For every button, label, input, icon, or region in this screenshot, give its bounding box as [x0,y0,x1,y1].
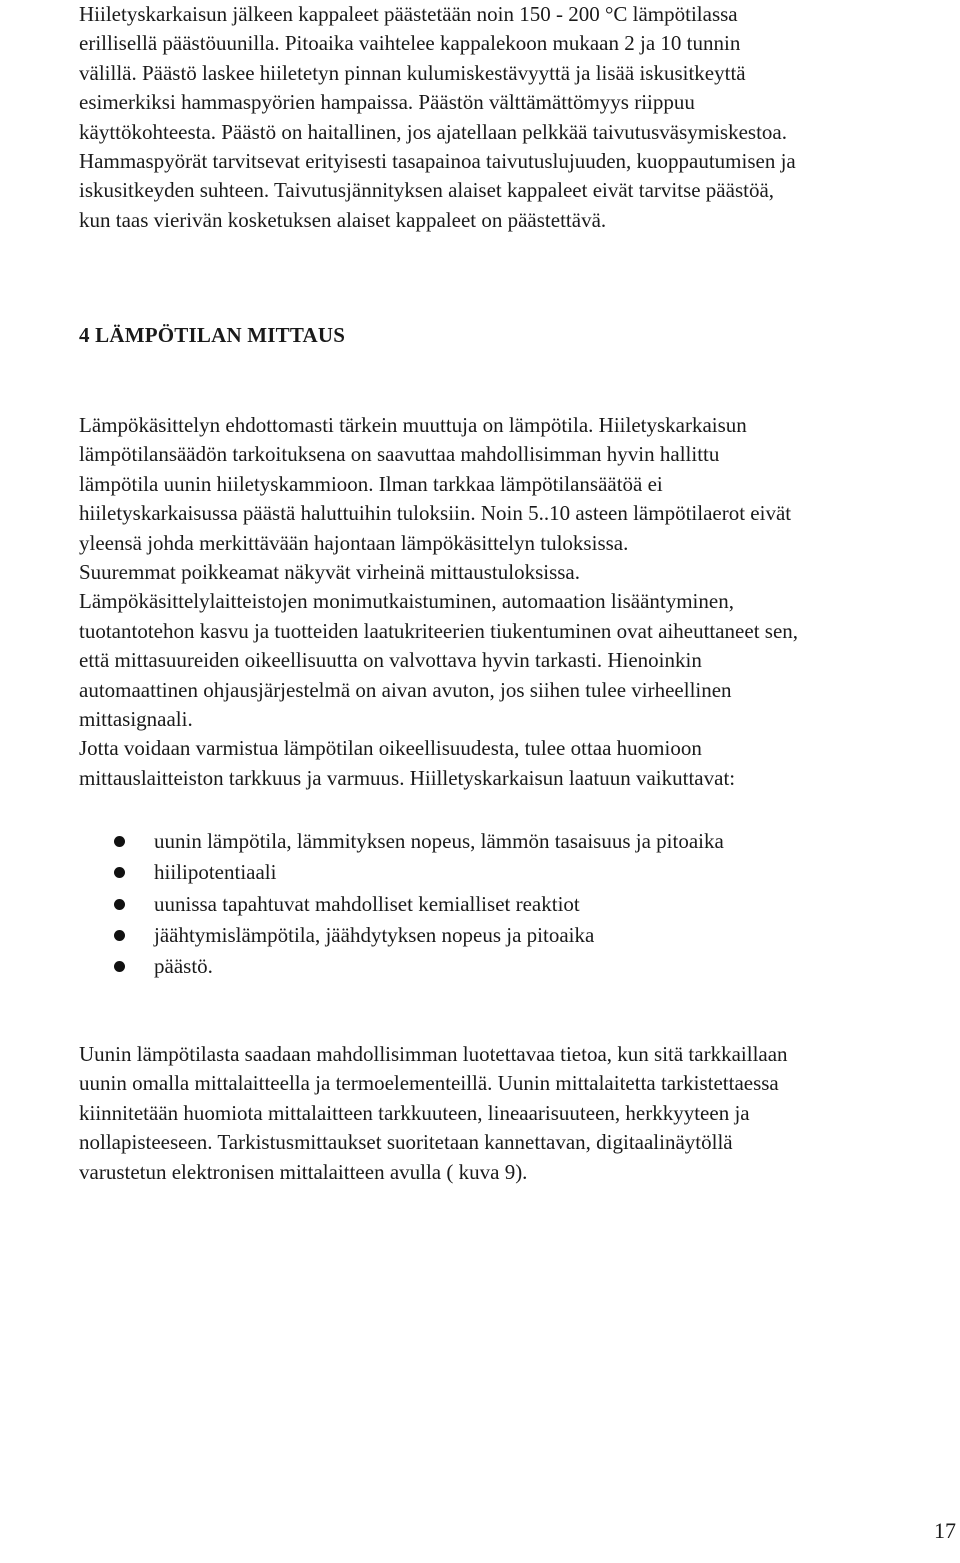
text-line: esimerkiksi hammaspyörien hampaissa. Päästön välttämättömyys riippuu [79,90,695,115]
text-line: kiinnitetään huomiota mittalaitteen tarkkuuteen, lineaarisuuteen, herkkyyteen ja [79,1100,750,1125]
text-line: mittasignaali. [79,707,193,732]
text-line: erillisellä päästöuunilla. Pitoaika vaihtelee kappalekoon mukaan 2 ja 10 tunnin [79,31,741,56]
text-line: hiiletyskarkaisussa päästä haluttuihin tuloksiin. Noin 5..10 asteen lämpötilaerot eivät [79,501,792,526]
text-line: yleensä johda merkittävään hajontaan lämpökäsittelyn tuloksissa. [79,530,629,555]
bullet-icon [114,836,125,847]
body-paragraph-2 [79,1040,788,1187]
list-item-text: hiilipotentiaali [154,860,277,885]
list-item-text: uunin lämpötila, lämmityksen nopeus, lämmön tasaisuus ja pitoaika [154,829,724,853]
text-line: lämpötilansäädön tarkoituksena on saavuttaa mahdollisimman hyvin hallittu [79,442,720,467]
bullet-icon [114,930,125,941]
text-line: että mittasuureiden oikeellisuutta on valvottava hyvin tarkasti. Hienoinkin [79,648,702,673]
text-line: Lämpökäsittelylaitteistojen monimutkaistuminen, automaation lisääntyminen, [79,589,734,614]
bullet-icon [114,867,125,878]
bullet-icon [114,961,125,972]
text-line: nollapisteeseen. Tarkistusmittaukset suoritetaan kannettavan, digitaalinäytöllä [79,1130,733,1155]
text-line: varustetun elektronisen mittalaitteen avulla ( kuva 9). [79,1159,528,1184]
text-line: tuotantotehon kasvu ja tuotteiden laatukriteerien tiukentuminen ovat aiheuttaneet sen, [79,618,799,643]
section-heading: 4 LÄMPÖTILAN MITTAUS [79,323,346,347]
intro-paragraph [79,0,796,235]
list-item [79,889,724,920]
bullet-icon [114,899,125,910]
text-line: välillä. Päästö laskee hiiletetyn pinnan kulumiskestävyyttä ja lisää iskusitkeyttä [79,60,746,85]
list-item [79,857,724,888]
list-item-text: uunissa tapahtuvat mahdolliset kemialliset reaktiot [154,891,580,916]
text-line: Hiiletyskarkaisun jälkeen kappaleet päästetään noin 150 - 200 °C lämpötilassa [79,2,738,26]
list-item [79,951,724,982]
text-line: iskusitkeyden suhteen. Taivutusjännityksen alaiset kappaleet eivät tarvitse päästöä, [79,178,775,203]
text-line: Uunin lämpötilasta saadaan mahdollisimman luotettavaa tietoa, kun sitä tarkkaillaan [79,1042,788,1066]
list-item-text: päästö. [154,954,213,979]
text-line: uunin omalla mittalaitteella ja termoelementeillä. Uunin mittalaitetta tarkistettaessa [79,1071,779,1096]
text-line: Suuremmat poikkeamat näkyvät virheinä mittaustuloksissa. [79,560,580,585]
text-line: Jotta voidaan varmistua lämpötilan oikeellisuudesta, tulee ottaa huomioon [79,736,702,761]
page-number: 17 [934,1518,956,1543]
text-line: lämpötila uunin hiiletyskammioon. Ilman tarkkaa lämpötilansäätöä ei [79,471,663,496]
body-paragraph-1 [79,411,798,793]
list-item [79,920,724,951]
text-line: mittauslaitteiston tarkkuus ja varmuus. Hiilletyskarkaisun laatuun vaikuttavat: [79,765,736,790]
text-line: kun taas vierivän kosketuksen alaiset kappaleet on päästettävä. [79,207,607,232]
text-line: automaattinen ohjausjärjestelmä on aivan avuton, jos siihen tulee virheellinen [79,677,732,702]
text-line: käyttökohteesta. Päästö on haitallinen, jos ajatellaan pelkkää taivutusväsymiskestoa. [79,119,787,144]
bullet-list [79,826,724,982]
text-line: Hammaspyörät tarvitsevat erityisesti tasapainoa taivutuslujuuden, kuoppautumisen ja [79,149,796,174]
text-line: Lämpökäsittelyn ehdottomasti tärkein muuttuja on lämpötila. Hiiletyskarkaisun [79,413,747,437]
list-item [79,826,724,857]
list-item-text: jäähtymislämpötila, jäähdytyksen nopeus ja pitoaika [154,922,595,947]
